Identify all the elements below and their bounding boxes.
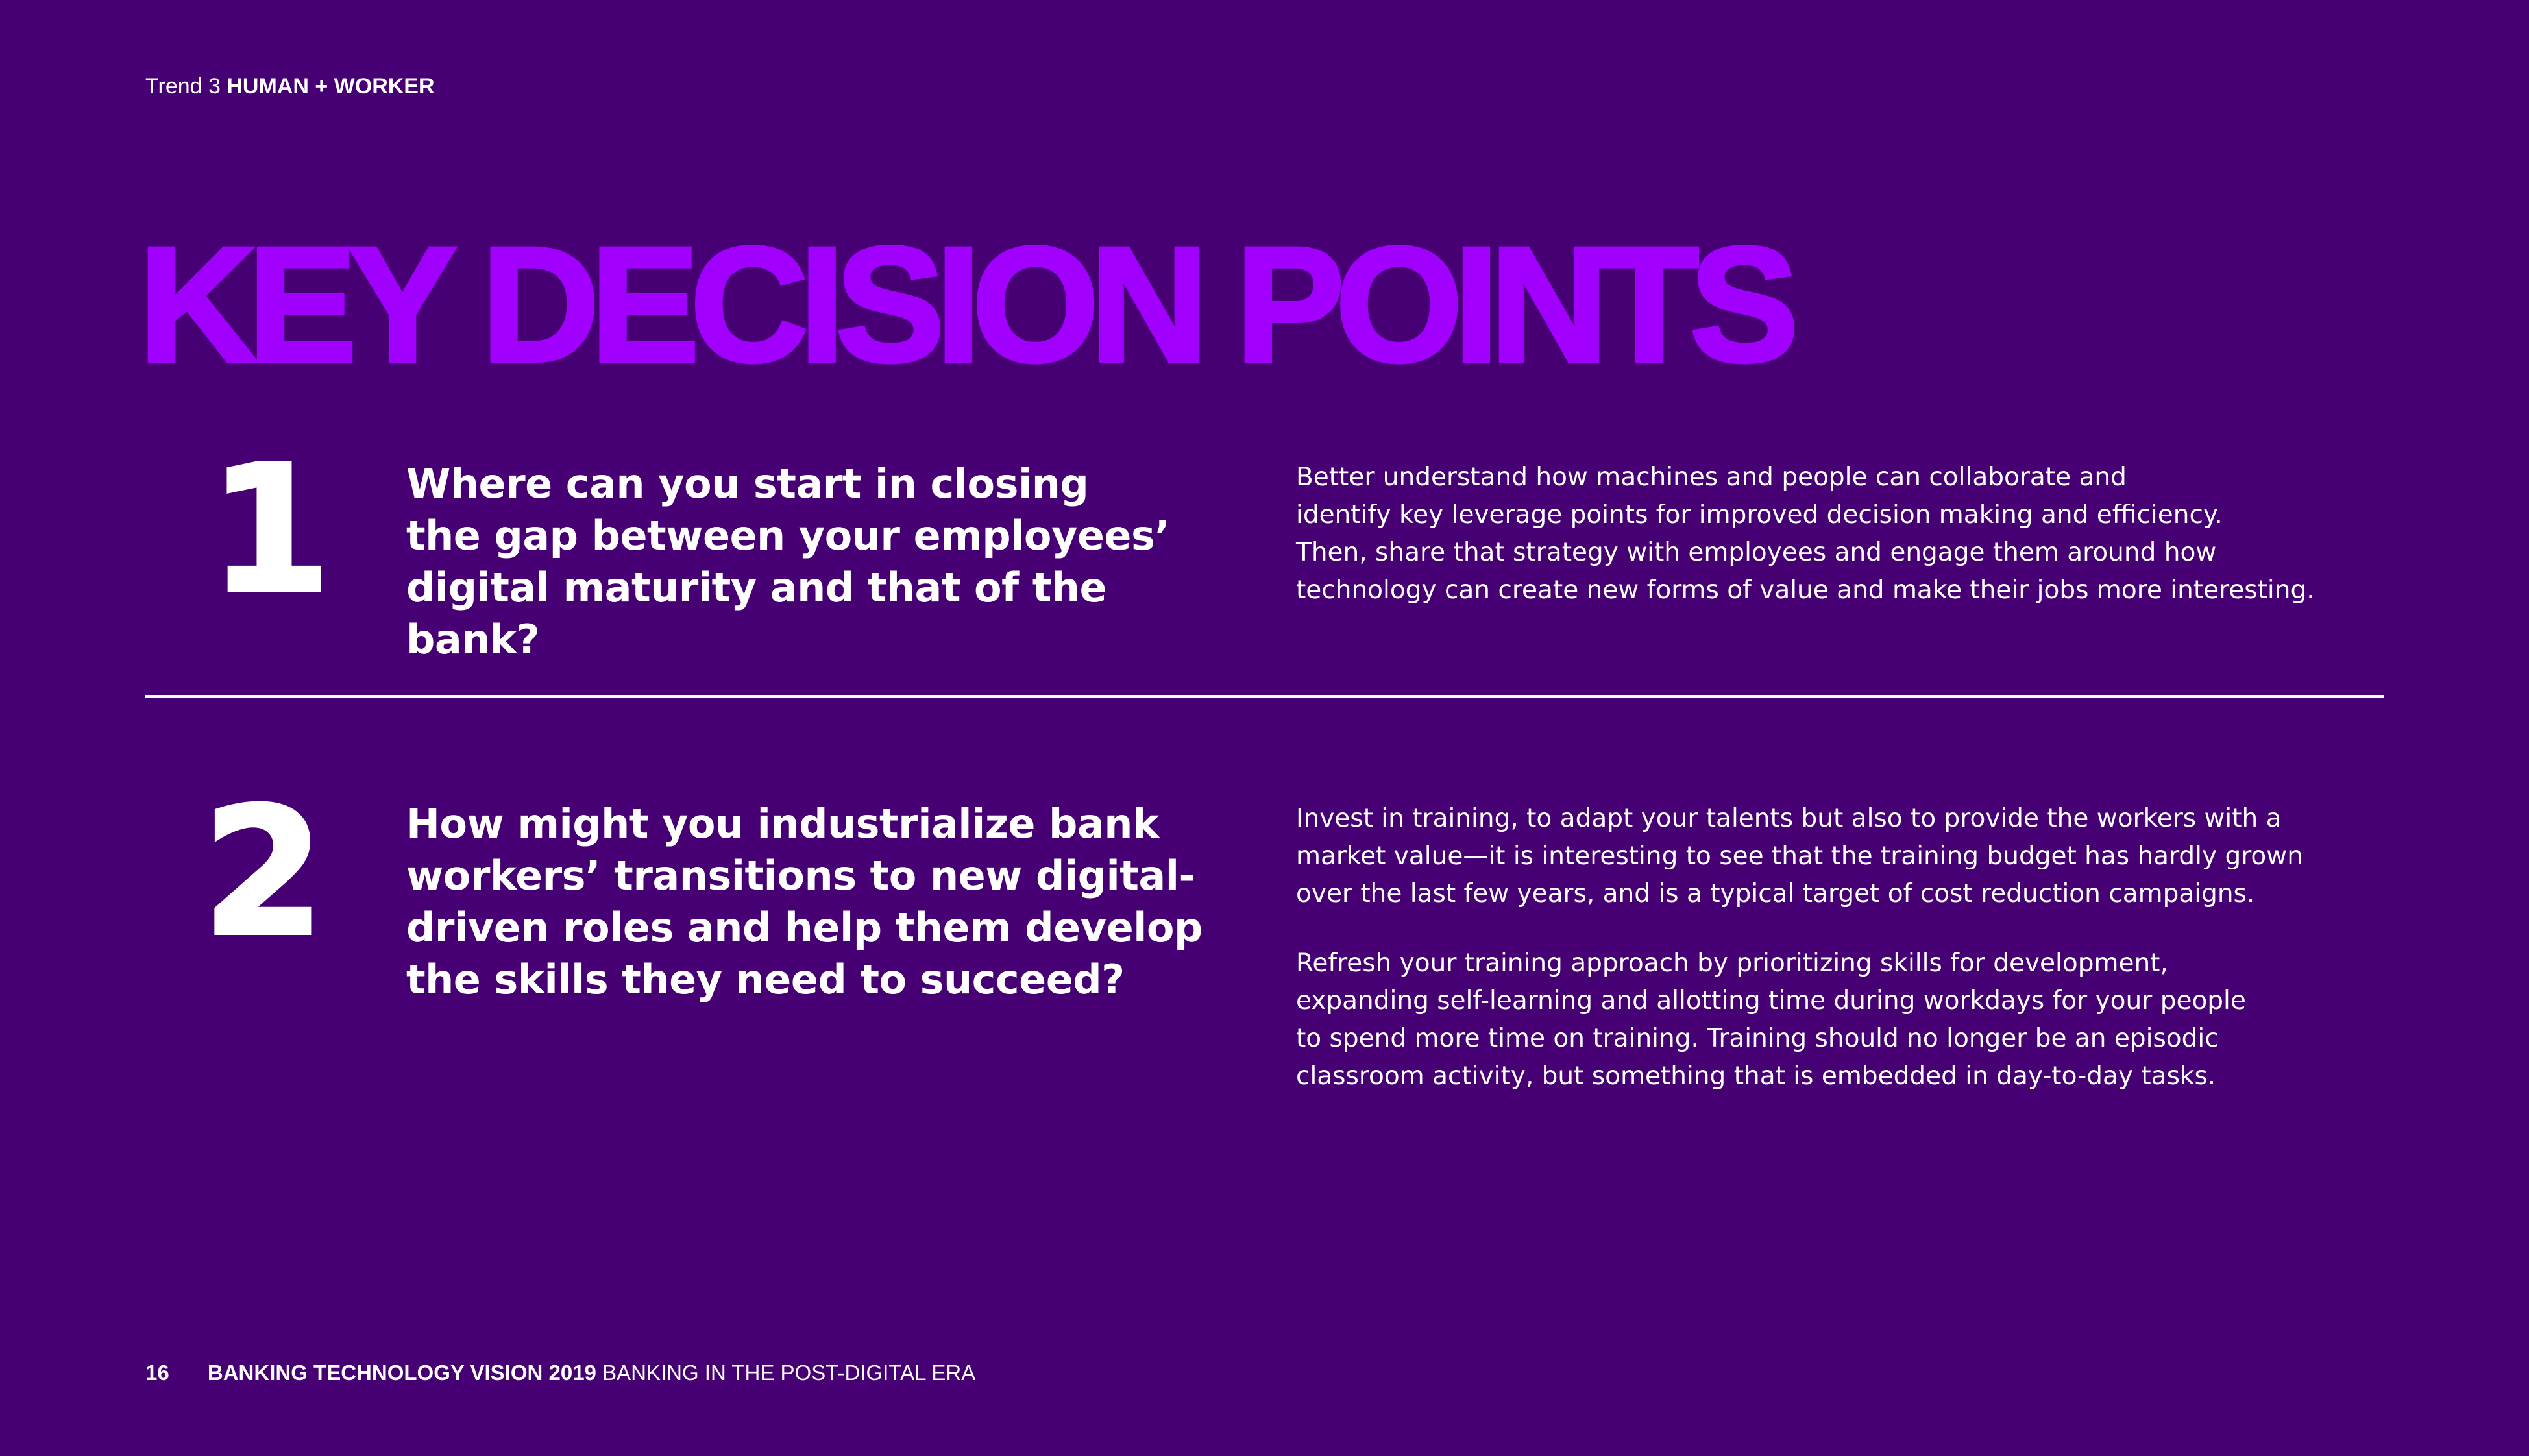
answer-line: Then, share that strategy with employees and engage them around how	[1296, 538, 2217, 567]
page-footer	[145, 1360, 975, 1386]
answer-2-paragraph-1	[1296, 800, 2360, 913]
section-divider	[145, 695, 2384, 698]
answer-2-paragraph-2	[1296, 945, 2360, 1095]
answer-line: market value—it is interesting to see that the training budget has hardly grown	[1296, 842, 2303, 871]
publication-title: BANKING TECHNOLOGY VISION 2019	[207, 1361, 596, 1385]
question-1-line: the gap between your employees’	[406, 512, 1170, 559]
answer-line: over the last few years, and is a typical target of cost reduction campaigns.	[1296, 879, 2255, 908]
question-1-line: digital maturity and that of the bank?	[406, 564, 1107, 663]
answer-line: Better understand how machines and people can collaborate and	[1296, 463, 2127, 492]
trend-label: Trend 3	[145, 74, 221, 99]
question-2	[406, 798, 1250, 1006]
answer-line: Invest in training, to adapt your talents but also to provide the workers with a	[1296, 804, 2282, 833]
page-number: 16	[145, 1361, 169, 1385]
question-2-line: How might you industrialize bank	[406, 800, 1159, 847]
page-title: KEY DECISION POINTS	[139, 213, 1790, 396]
question-1	[406, 458, 1250, 666]
point-number-2: 2	[202, 770, 319, 975]
answer-1-paragraph-1	[1296, 459, 2360, 609]
question-2-line: workers’ transitions to new digital-	[406, 852, 1195, 899]
answer-line: identify key leverage points for improved decision making and efficiency.	[1296, 500, 2223, 529]
answer-line: to spend more time on training. Training should no longer be an episodic	[1296, 1024, 2219, 1053]
answer-line: Refresh your training approach by prioritizing skills for development,	[1296, 949, 2168, 978]
answer-line: expanding self-learning and allotting time during workdays for your people	[1296, 986, 2246, 1015]
question-2-line: driven roles and help them develop	[406, 904, 1203, 951]
answer-line: technology can create new forms of value and make their jobs more interesting.	[1296, 576, 2315, 605]
publication-subtitle: BANKING IN THE POST-DIGITAL ERA	[602, 1361, 976, 1385]
question-2-line: the skills they need to succeed?	[406, 956, 1125, 1003]
answer-line: classroom activity, but something that is embedded in day-to-day tasks.	[1296, 1062, 2216, 1091]
question-1-line: Where can you start in closing	[406, 460, 1089, 507]
point-number-1: 1	[209, 428, 326, 632]
trend-name: HUMAN + WORKER	[226, 74, 435, 99]
trend-header	[145, 73, 435, 99]
